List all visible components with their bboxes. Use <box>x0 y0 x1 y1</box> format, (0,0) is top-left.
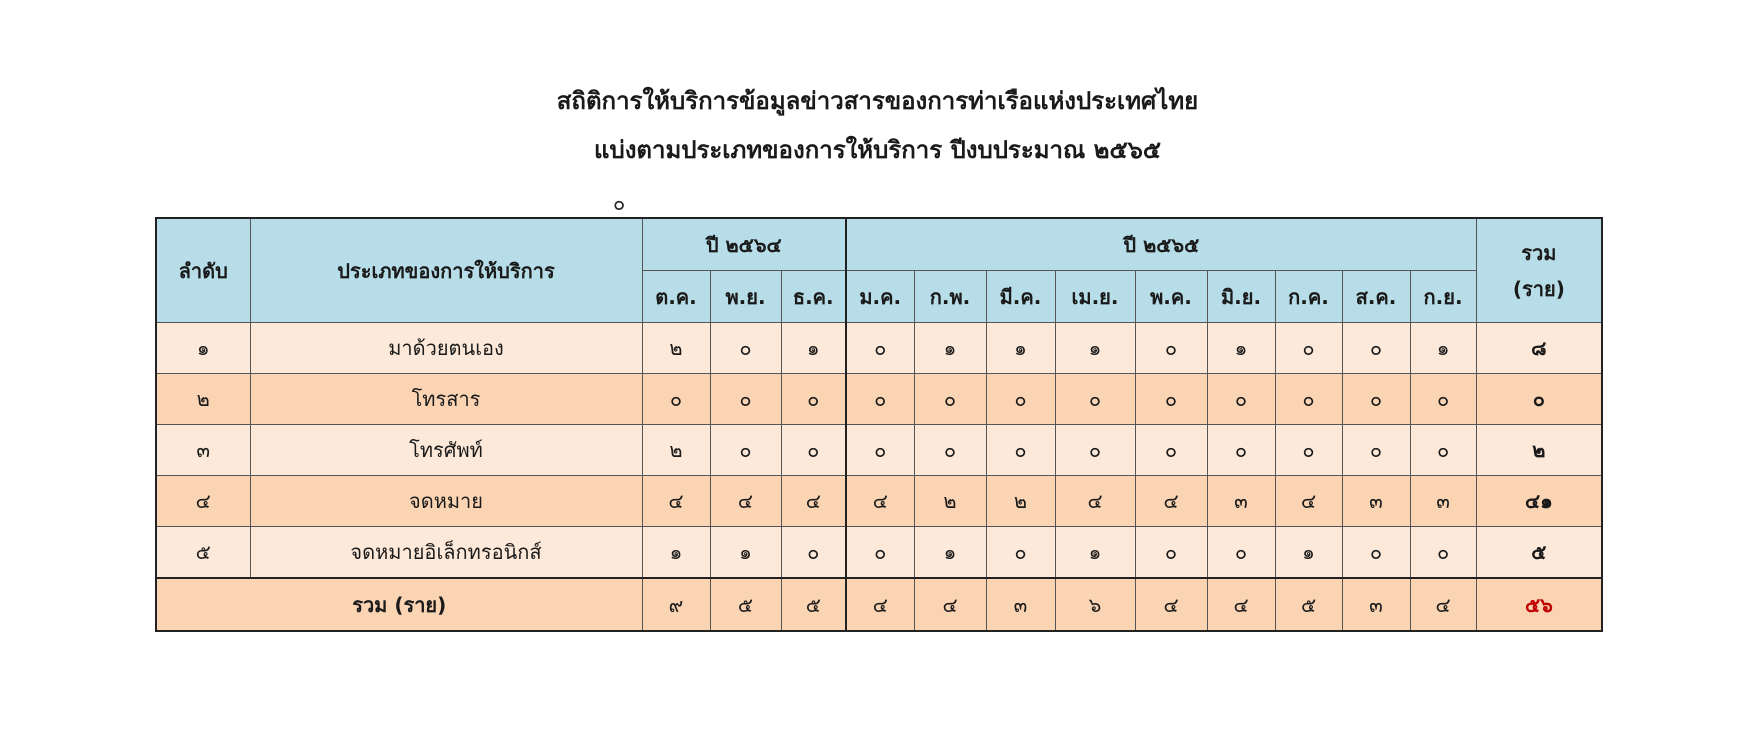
value-cell: ๐ <box>1275 323 1342 374</box>
header-order: ลำดับ <box>156 218 250 323</box>
service-name: โทรสาร <box>250 374 642 425</box>
header-row-years <box>156 218 1602 271</box>
value-cell: ๔ <box>1275 476 1342 527</box>
value-cell: ๒ <box>914 476 986 527</box>
value-cell: ๒ <box>642 425 710 476</box>
value-cell: ๑ <box>1207 323 1275 374</box>
value-cell: ๐ <box>1410 527 1476 579</box>
value-cell: ๐ <box>986 425 1055 476</box>
page-title: สถิติการให้บริการข้อมูลข่าวสารของการท่าเรือแห่งประเทศไทย <box>556 87 1199 115</box>
value-cell: ๑ <box>914 527 986 579</box>
value-cell: ๐ <box>1207 374 1275 425</box>
header-month: ต.ค. <box>642 271 710 323</box>
value-cell: ๐ <box>846 323 914 374</box>
header-month: ก.พ. <box>914 271 986 323</box>
page-subtitle: แบ่งตามประเภทของการให้บริการ ปีงบประมาณ ๒๕๖๕ <box>593 136 1162 164</box>
value-cell: ๐ <box>1410 374 1476 425</box>
row-number: ๒ <box>156 374 250 425</box>
value-cell: ๐ <box>1207 425 1275 476</box>
value-cell: ๐ <box>710 374 781 425</box>
value-cell: ๔ <box>846 476 914 527</box>
value-cell: ๐ <box>1207 527 1275 579</box>
service-name: จดหมายอิเล็กทรอนิกส์ <box>250 527 642 579</box>
value-cell: ๑ <box>1055 323 1135 374</box>
header-month: พ.ย. <box>710 271 781 323</box>
value-cell: ๐ <box>846 527 914 579</box>
value-cell: ๑ <box>1055 527 1135 579</box>
value-cell: ๓ <box>1342 476 1410 527</box>
header-month: มิ.ย. <box>1207 271 1275 323</box>
total-cell: ๕ <box>781 578 846 631</box>
value-cell: ๑ <box>1275 527 1342 579</box>
value-cell: ๐ <box>914 425 986 476</box>
total-cell: ๔ <box>914 578 986 631</box>
table-row <box>156 374 1602 425</box>
header-month: ก.ย. <box>1410 271 1476 323</box>
value-cell: ๐ <box>1055 374 1135 425</box>
value-cell: ๐ <box>986 374 1055 425</box>
value-cell: ๐ <box>1342 425 1410 476</box>
value-cell: ๔ <box>781 476 846 527</box>
value-cell: ๐ <box>1135 425 1207 476</box>
value-cell: ๐ <box>781 425 846 476</box>
table-row <box>156 527 1602 579</box>
value-cell: ๐ <box>1342 527 1410 579</box>
value-cell: ๐ <box>642 374 710 425</box>
value-cell: ๐ <box>710 323 781 374</box>
value-cell: ๑ <box>781 323 846 374</box>
header-total-line2: (ราย) <box>1512 276 1565 301</box>
value-cell: ๒ <box>986 476 1055 527</box>
table-row <box>156 425 1602 476</box>
total-cell: ๖ <box>1055 578 1135 631</box>
value-cell: ๓ <box>1207 476 1275 527</box>
total-cell: ๔ <box>1135 578 1207 631</box>
value-cell: ๐ <box>1410 425 1476 476</box>
value-cell: ๔ <box>1135 476 1207 527</box>
value-cell: ๑ <box>642 527 710 579</box>
value-cell: ๐ <box>846 425 914 476</box>
value-cell: ๔ <box>642 476 710 527</box>
value-cell: ๒ <box>642 323 710 374</box>
header-year-2565: ปี ๒๕๖๕ <box>846 218 1476 271</box>
table-row <box>156 323 1602 374</box>
value-cell: ๐ <box>781 374 846 425</box>
value-cell: ๐ <box>1135 527 1207 579</box>
total-cell: ๓ <box>986 578 1055 631</box>
total-cell: ๔ <box>1410 578 1476 631</box>
header-month: ธ.ค. <box>781 271 846 323</box>
stray-mark: ๐ <box>613 191 626 215</box>
service-name: จดหมาย <box>250 476 642 527</box>
total-row <box>156 578 1602 631</box>
total-cell: ๔ <box>846 578 914 631</box>
total-cell: ๙ <box>642 578 710 631</box>
value-cell: ๐ <box>1275 374 1342 425</box>
row-number: ๔ <box>156 476 250 527</box>
value-cell: ๐ <box>986 527 1055 579</box>
value-cell: ๐ <box>846 374 914 425</box>
row-total: ๐ <box>1476 374 1602 425</box>
value-cell: ๐ <box>710 425 781 476</box>
row-total: ๔๑ <box>1476 476 1602 527</box>
grand-total: ๕๖ <box>1476 578 1602 631</box>
header-year-2564: ปี ๒๕๖๔ <box>642 218 846 271</box>
row-total: ๕ <box>1476 527 1602 579</box>
value-cell: ๐ <box>1135 374 1207 425</box>
value-cell: ๐ <box>1135 323 1207 374</box>
total-cell: ๓ <box>1342 578 1410 631</box>
header-month: เม.ย. <box>1055 271 1135 323</box>
row-total: ๘ <box>1476 323 1602 374</box>
header-month: พ.ค. <box>1135 271 1207 323</box>
total-cell: ๔ <box>1207 578 1275 631</box>
value-cell: ๓ <box>1410 476 1476 527</box>
value-cell: ๑ <box>914 323 986 374</box>
row-total: ๒ <box>1476 425 1602 476</box>
value-cell: ๐ <box>1342 323 1410 374</box>
value-cell: ๑ <box>710 527 781 579</box>
header-total-line1: รวม <box>1521 240 1557 265</box>
value-cell: ๐ <box>1275 425 1342 476</box>
value-cell: ๑ <box>1410 323 1476 374</box>
service-name: มาด้วยตนเอง <box>250 323 642 374</box>
header-month: มี.ค. <box>986 271 1055 323</box>
header-month: ก.ค. <box>1275 271 1342 323</box>
header-total <box>1476 218 1602 323</box>
value-cell: ๐ <box>1055 425 1135 476</box>
value-cell: ๐ <box>914 374 986 425</box>
service-name: โทรศัพท์ <box>250 425 642 476</box>
row-number: ๑ <box>156 323 250 374</box>
table-row <box>156 476 1602 527</box>
value-cell: ๔ <box>710 476 781 527</box>
value-cell: ๑ <box>986 323 1055 374</box>
value-cell: ๔ <box>1055 476 1135 527</box>
statistics-table <box>155 217 1603 632</box>
total-cell: ๕ <box>710 578 781 631</box>
total-cell: ๕ <box>1275 578 1342 631</box>
row-number: ๓ <box>156 425 250 476</box>
value-cell: ๐ <box>1342 374 1410 425</box>
value-cell: ๐ <box>781 527 846 579</box>
header-month: ม.ค. <box>846 271 914 323</box>
total-label: รวม (ราย) <box>156 578 642 631</box>
header-month: ส.ค. <box>1342 271 1410 323</box>
row-number: ๕ <box>156 527 250 579</box>
header-service-type: ประเภทของการให้บริการ <box>250 218 642 323</box>
